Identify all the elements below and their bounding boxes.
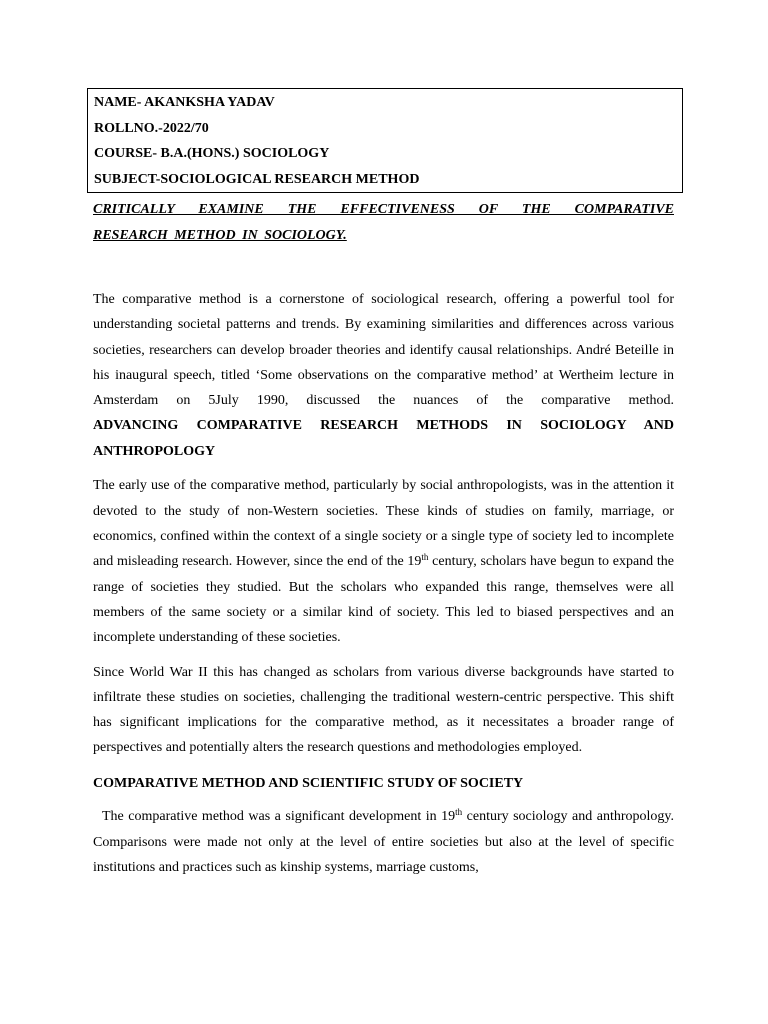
section-heading-advancing-line-2: ANTHROPOLOGY bbox=[93, 443, 216, 459]
roll-number: ROLLNO.-2022/70 bbox=[94, 120, 209, 136]
paragraph-comparative-development bbox=[93, 804, 674, 880]
paragraph-comparative-development-text-b: century sociology and anthropology. Comparisons were made not only at the level of entire societies but also at the level of specific institutions and practices such as kinship systems, marriage customs, bbox=[93, 809, 674, 875]
paragraph-world-war: Since World War II this has changed as scholars from various diverse backgrounds have started to infiltrate these studies on societies, challenging the traditional western-centric perspective. This shift has significant implications for the comparative method, as it necessitates a broader range of perspectives and potentially alters the research questions and methodologies employed. bbox=[93, 664, 674, 756]
section-heading-scientific-study: COMPARATIVE METHOD AND SCIENTIFIC STUDY OF SOCIETY bbox=[93, 775, 524, 791]
essay-title-line-1: CRITICALLY EXAMINE THE EFFECTIVENESS OF THE COMPARATIVE bbox=[93, 202, 674, 217]
course: COURSE- B.A.(HONS.) SOCIOLOGY bbox=[94, 146, 330, 161]
paragraph-early-use bbox=[93, 473, 674, 650]
superscript-th-2: th bbox=[455, 807, 463, 818]
paragraph-early-use-text-b: century, scholars have begun to expand the range of societies they studied. But the scholars who expanded this range, themselves were all members of the same society or a similar kind of society. This led to biased perspectives and an incomplete understanding of these societies. bbox=[93, 554, 675, 646]
section-heading-advancing bbox=[93, 413, 674, 464]
subject: SUBJECT-SOCIOLOGICAL RESEARCH METHOD bbox=[94, 171, 420, 187]
essay-title-line-2: RESEARCH METHOD IN SOCIOLOGY. bbox=[93, 228, 347, 243]
paragraph-early-use-text-a: The early use of the comparative method, particularly by social anthropologists, was in the attention it devoted to the study of non-Western societies. These kinds of studies on family, marriage, or economics, confined within the context of a single society or a single type of society led to incomplete and misleading research. However, since the end of the 19 bbox=[93, 478, 674, 570]
paragraph-comparative-development-text-a: The comparative method was a significant development in 19 bbox=[102, 809, 456, 825]
essay-title bbox=[93, 197, 674, 249]
student-name: NAME- AKANKSHA YADAV bbox=[94, 95, 275, 110]
document-page bbox=[93, 88, 674, 880]
superscript-th: th bbox=[421, 552, 429, 563]
intro-paragraph: The comparative method is a cornerstone of sociological research, offering a powerful tool for understanding societal patterns and trends. By examining similarities and differences across various societies, researchers can develop broader theories and identify causal relationships. André Beteille in his inaugural speech, titled ‘Some observations on the comparative method’ at Wertheim lecture in Amsterdam on 5July 1990, discussed the nuances of the comparative method. bbox=[93, 292, 674, 409]
student-info-box bbox=[87, 88, 683, 193]
section-heading-advancing-line-1: ADVANCING COMPARATIVE RESEARCH METHODS IN SOCIOLOGY AND bbox=[93, 418, 674, 434]
